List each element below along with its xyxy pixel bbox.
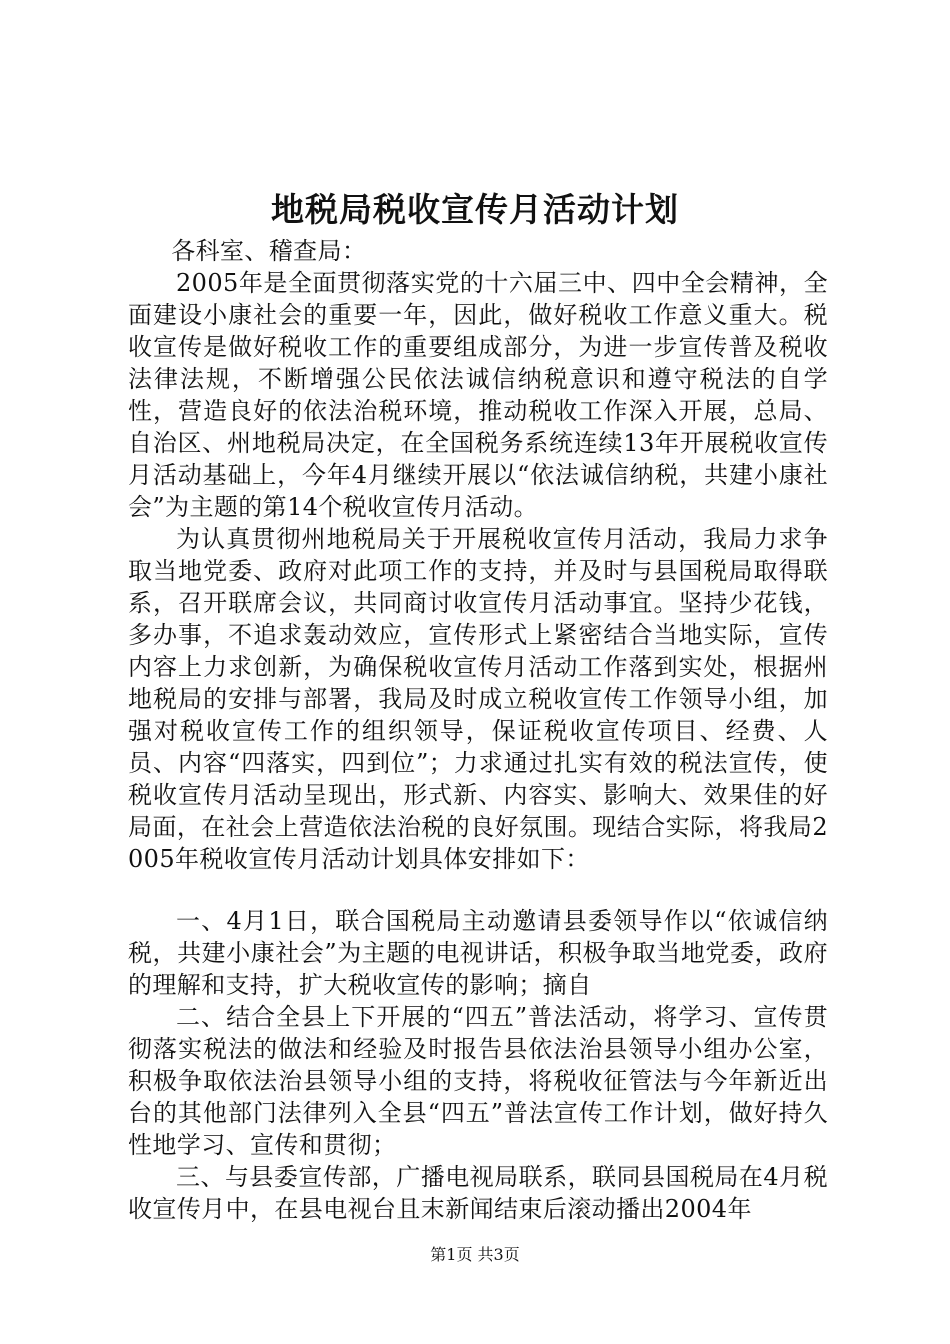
document-body	[128, 235, 828, 1225]
list-item-3: 三、与县委宣传部，广播电视局联系，联同县国税局在4月税收宣传月中，在县电视台且末新闻结束后滚动播出2004年	[128, 1163, 828, 1223]
paragraph-gap	[128, 875, 828, 905]
list-item-2: 二、结合全县上下开展的“四五”普法活动，将学习、宣传贯彻落实税法的做法和经验及时报告县依法治县领导小组办公室，积极争取依法治县领导小组的支持，将税收征管法与今年新近出台的其他部门法律列入全县“四五”普法宣传工作计划，做好持久性地学习、宣传和贯彻；	[128, 1003, 828, 1159]
page-title: 地税局税收宣传月活动计划	[271, 190, 679, 229]
salutation: 各科室、稽查局：	[171, 237, 367, 265]
paragraph-intro: 2005年是全面贯彻落实党的十六届三中、四中全会精神，全面建设小康社会的重要一年，因此，做好税收工作意义重大。税收宣传是做好税收工作的重要组成部分，为进一步宣传普及税收法律法规，不断增强公民依法诚信纳税意识和遵守税法的自学性，营造良好的依法治税环境，推动税收工作深入开展，总局、自治区、州地税局决定，在全国税务系统连续13年开展税收宣传月活动基础上，今年4月继续开展以“依法诚信纳税，共建小康社会”为主题的第14个税收宣传月活动。	[128, 269, 828, 521]
page-footer: 第1页 共3页	[430, 1245, 520, 1264]
list-item-1: 一、4月1日，联合国税局主动邀请县委领导作以“依诚信纳税，共建小康社会”为主题的电视讲话，积极争取当地党委，政府的理解和支持，扩大税收宣传的影响；摘自	[128, 907, 828, 999]
paragraph-plan: 为认真贯彻州地税局关于开展税收宣传月活动，我局力求争取当地党委、政府对此项工作的支持，并及时与县国税局取得联系，召开联席会议，共同商讨收宣传月活动事宜。坚持少花钱，多办事，不追求轰动效应，宣传形式上紧密结合当地实际，宣传内容上力求创新，为确保税收宣传月活动工作落到实处，根据州地税局的安排与部署，我局及时成立税收宣传工作领导小组，加强对税收宣传工作的组织领导，保证税收宣传项目、经费、人员、内容“四落实，四到位”；力求通过扎实有效的税法宣传，使税收宣传月活动呈现出，形式新、内容实、影响大、效果佳的好局面，在社会上营造依法治税的良好氛围。现结合实际，将我局2005年税收宣传月活动计划具体安排如下：	[128, 525, 828, 873]
